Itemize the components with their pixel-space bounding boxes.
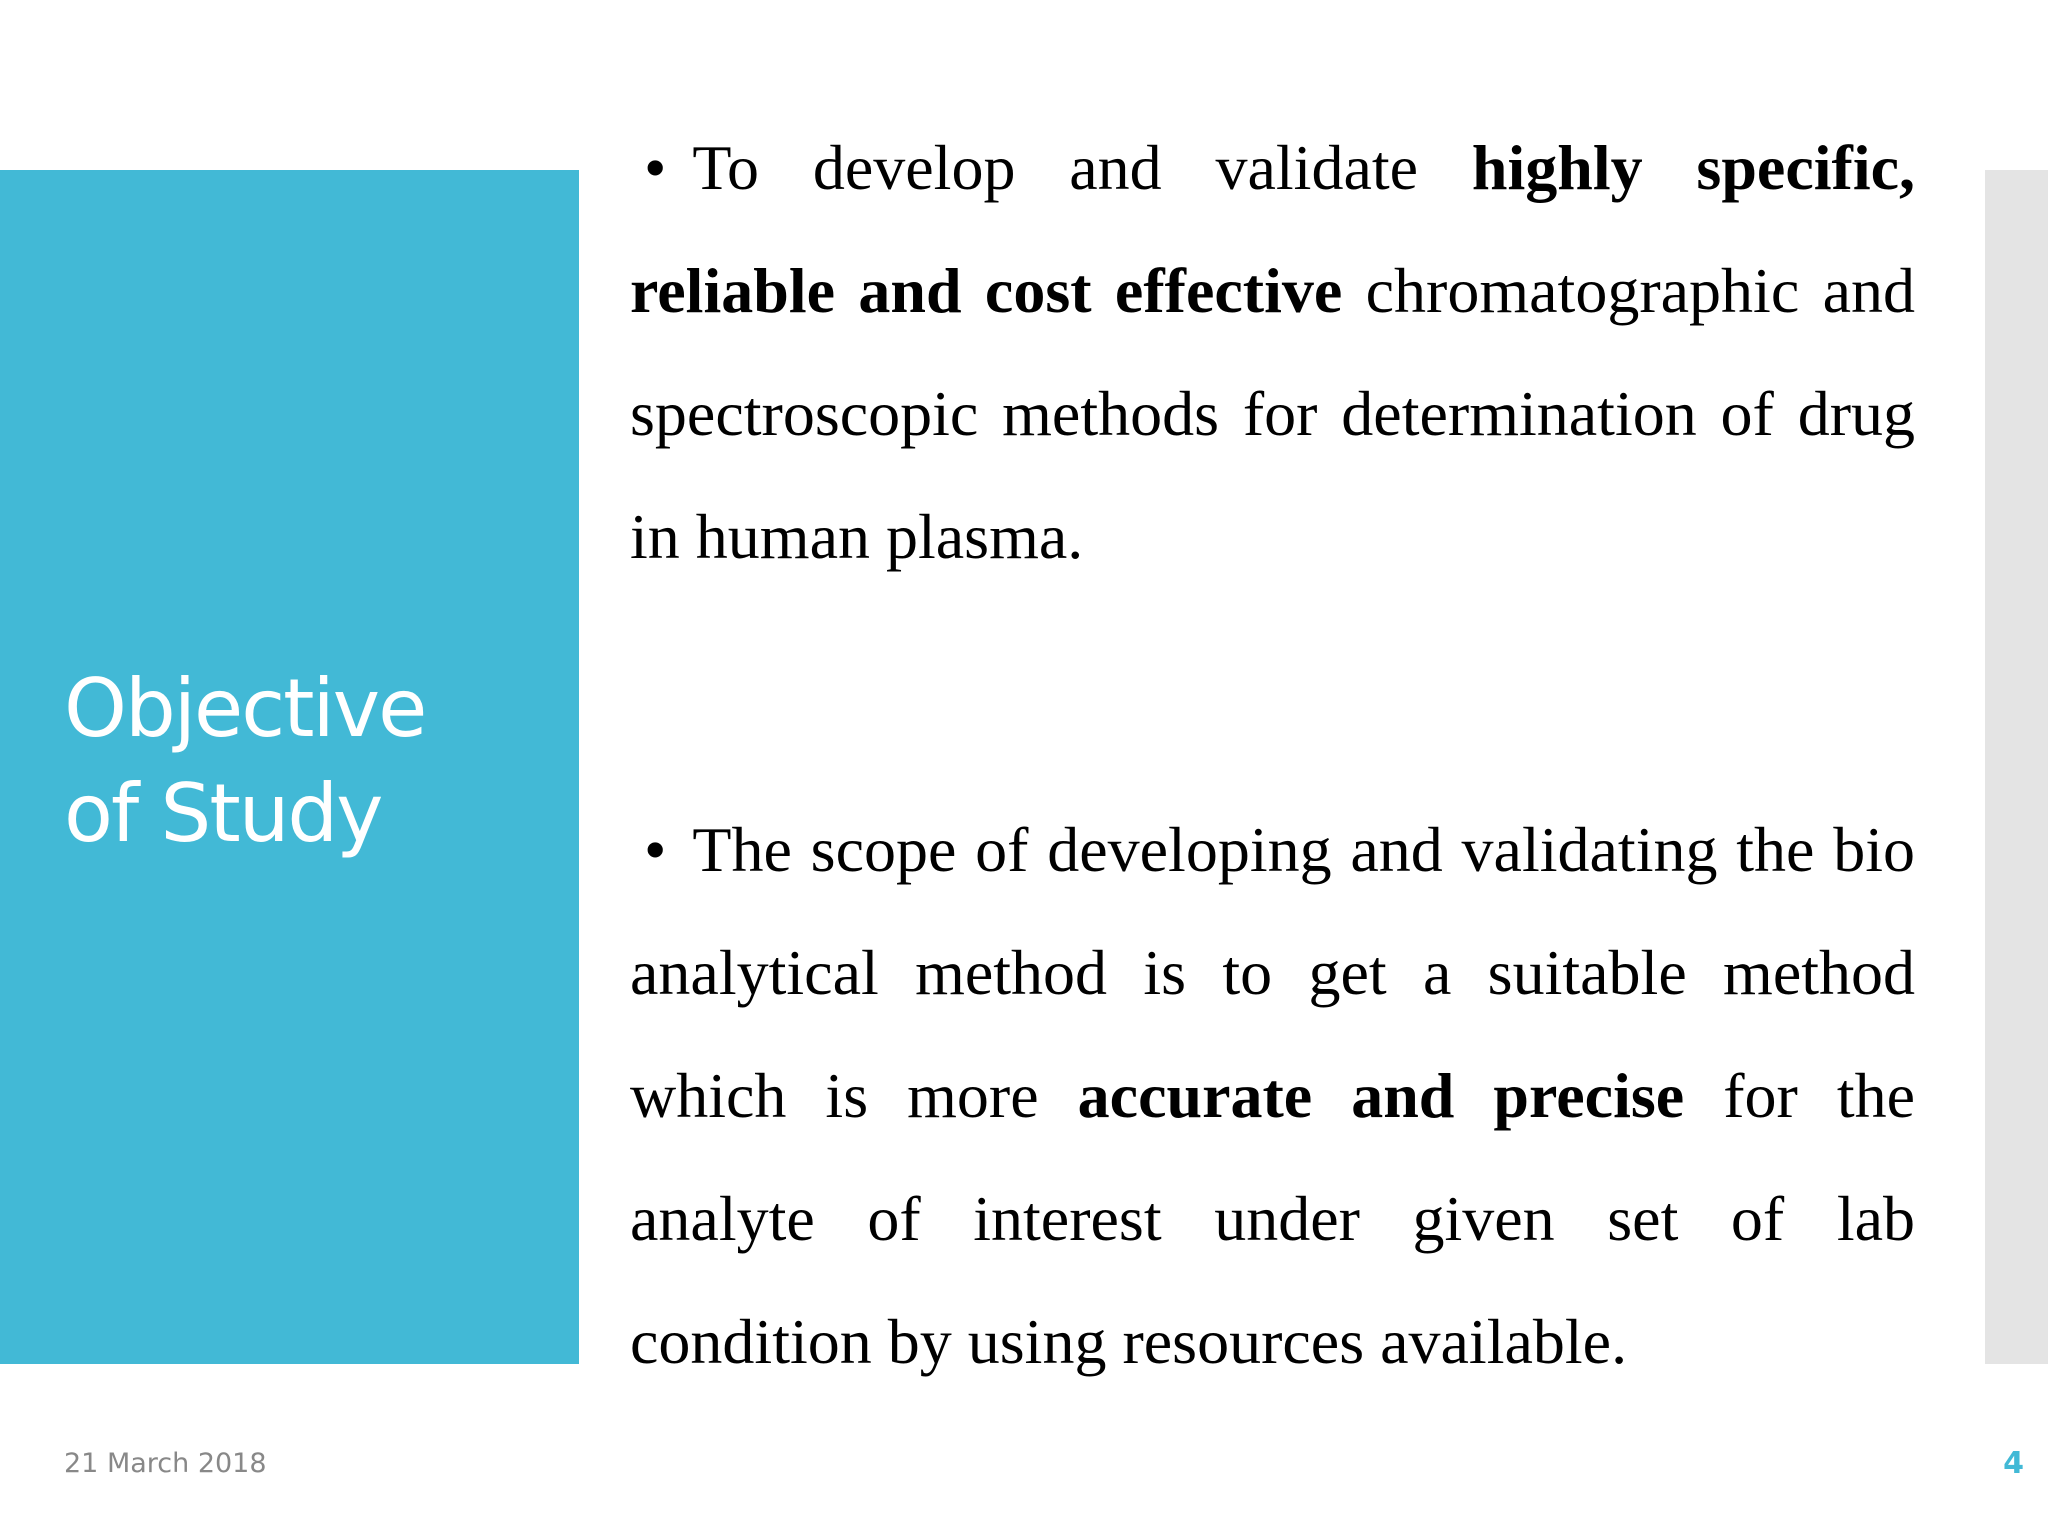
- bullet-2-bold-text: accurate and precise: [1077, 1060, 1685, 1131]
- bullet-marker: •: [644, 132, 667, 203]
- bullet-1-bold-text: highly specific, reliable and cost effective: [630, 132, 1915, 326]
- slide-title-line-2: of Study: [64, 767, 382, 860]
- bullet-1-text-end: chromatographic and spectroscopic methods for determination of drug in human plasma.: [630, 255, 1916, 572]
- bullet-2-text-end: for the analyte of interest under given set of lab condition by using resources available.: [630, 1060, 1916, 1377]
- bullet-item-1: [630, 106, 1915, 598]
- slide-number: 4: [2003, 1446, 2024, 1481]
- slide-title: [64, 656, 564, 866]
- bullet-1-text-start: To develop and validate: [692, 132, 1472, 203]
- bullet-2-text-start: The scope of developing and validating the bio analytical method is to get a suitable method which is more: [630, 814, 1915, 1131]
- footer-date: 21 March 2018: [64, 1448, 267, 1479]
- right-decorative-bar: [1985, 170, 2048, 1364]
- bullet-item-2: [630, 788, 1915, 1403]
- slide-title-line-1: Objective: [64, 662, 426, 755]
- bullet-marker: •: [644, 814, 667, 885]
